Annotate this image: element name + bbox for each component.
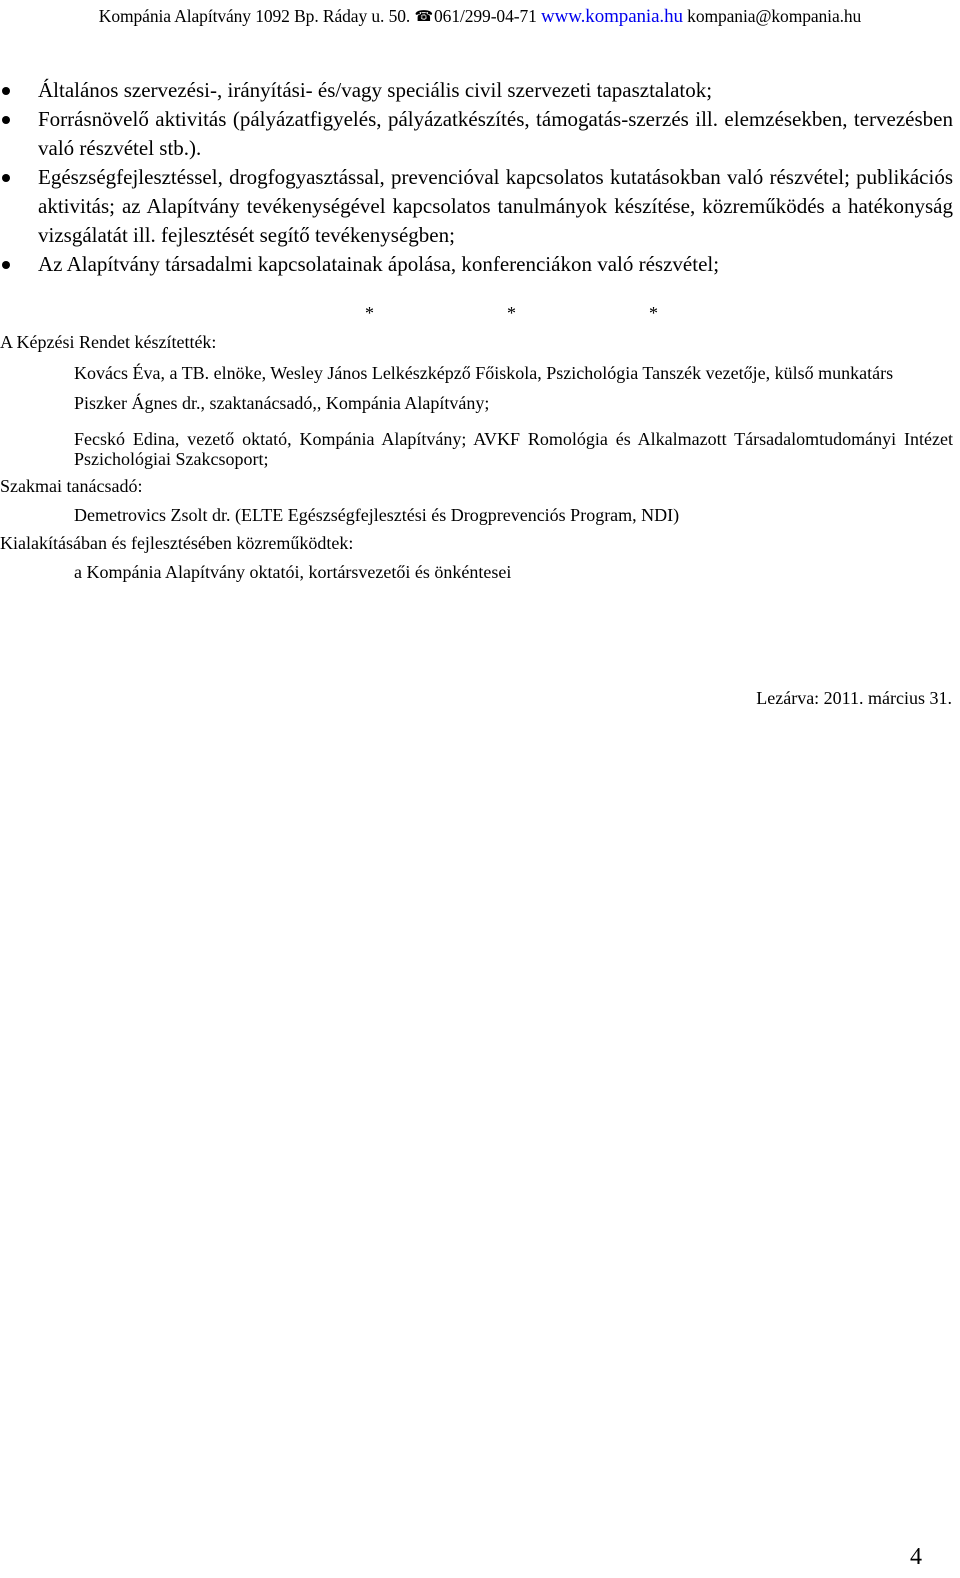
list-item: Egészségfejlesztéssel, drogfogyasztással, prevencióval kapcsolatos kutatásokban való részvétel; publikációs aktivitás; az Alapítvány tevékenységével kapcsolatos tanulmányok készítése, közreműködés a hatékonyság vizsgálatát ill. fejlesztését segítő tevékenységben; bbox=[0, 163, 953, 250]
credits-section bbox=[0, 332, 953, 582]
author-entry: Fecskó Edina, vezető oktató, Kompánia Alapítvány; AVKF Romológia és Alkalmazott Társadalomtudományi Intézet Pszichológiai Szakcsoport; bbox=[74, 429, 953, 469]
separator-star: * bbox=[365, 303, 374, 323]
advisor-entry: Demetrovics Zsolt dr. (ELTE Egészségfejlesztési és Drogprevenciós Program, NDI) bbox=[74, 505, 680, 525]
bullet-icon bbox=[2, 87, 10, 95]
header-phone: 061/299-04-71 bbox=[434, 6, 537, 26]
closing-date: Lezárva: 2011. március 31. bbox=[756, 688, 952, 708]
contributors-label: Kialakításában és fejlesztésében közreműködtek: bbox=[0, 533, 354, 553]
author-entry: Kovács Éva, a TB. elnöke, Wesley János Lelkészképző Főiskola, Pszichológia Tanszék vezetője, külső munkatárs bbox=[74, 363, 894, 383]
header-website-link[interactable]: www.kompania.hu bbox=[541, 6, 683, 27]
header-email[interactable]: kompania@kompania.hu bbox=[687, 6, 862, 26]
bullet-icon bbox=[2, 174, 10, 182]
author-entry: Piszker Ágnes dr., szaktanácsadó,, Kompánia Alapítvány; bbox=[74, 393, 490, 413]
list-item: Az Alapítvány társadalmi kapcsolatainak ápolása, konferenciákon való részvétel; bbox=[0, 250, 953, 279]
separator-star: * bbox=[649, 303, 658, 323]
telephone-icon: ☎ bbox=[414, 9, 434, 25]
contributors-entry: a Kompánia Alapítvány oktatói, kortársvezetői és önkéntesei bbox=[74, 562, 512, 582]
page-number: 4 bbox=[910, 1544, 922, 1570]
advisor-label: Szakmai tanácsadó: bbox=[0, 476, 143, 496]
list-item: Általános szervezési-, irányítási- és/vagy speciális civil szervezeti tapasztalatok; bbox=[0, 76, 953, 105]
header-org: Kompánia Alapítvány 1092 Bp. Ráday u. 50. bbox=[98, 6, 411, 26]
page-header bbox=[0, 6, 960, 28]
qualification-list bbox=[0, 76, 953, 279]
bullet-icon bbox=[2, 261, 10, 269]
separator-star: * bbox=[507, 303, 516, 323]
bullet-icon bbox=[2, 116, 10, 124]
list-item: Forrásnövelő aktivitás (pályázatfigyelés, pályázatkészítés, támogatás-szerzés ill. elemzésekben, tervezésben való részvétel stb.). bbox=[0, 105, 953, 163]
authors-label: A Képzési Rendet készítették: bbox=[0, 332, 217, 352]
